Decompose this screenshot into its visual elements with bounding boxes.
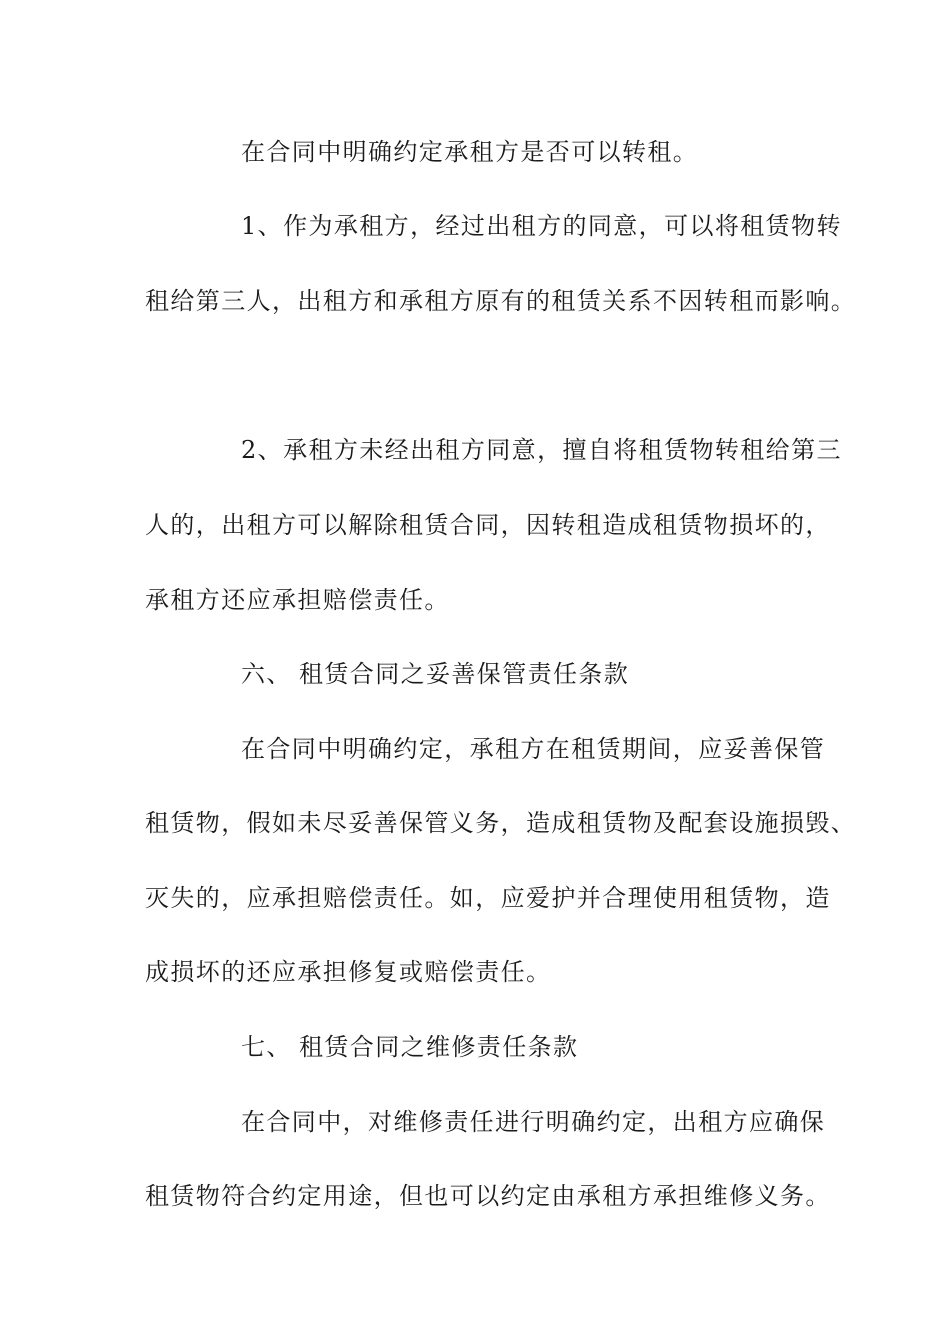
paragraph-sublease-2-line-1: 2、承租方未经出租方同意，擅自将租赁物转租给第三 [241,436,842,464]
section-title: 租赁合同之维修责任条款 [299,1033,579,1061]
section-heading-custody [241,658,921,690]
section-number: 六、 [241,660,292,688]
section-number: 七、 [241,1033,292,1061]
paragraph-custody-line-2: 租赁物，假如未尽妥善保管义务，造成租赁物及配套设施损毁、 [145,809,857,837]
paragraph-maintenance-line-2: 租赁物符合约定用途，但也可以约定由承租方承担维修义务。 [145,1182,831,1210]
paragraph-maintenance-line-1: 在合同中，对维修责任进行明确约定，出租方应确保 [241,1108,826,1136]
paragraph-sublease-2-line-3: 承租方还应承担赔偿责任。 [145,586,450,614]
section-heading-maintenance [241,1031,921,1063]
paragraph-custody-line-1: 在合同中明确约定，承租方在租赁期间，应妥善保管 [241,735,826,763]
paragraph-custody-line-3: 灭失的，应承担赔偿责任。如，应爱护并合理使用租赁物，造 [145,884,831,912]
paragraph-custody-line-4: 成损坏的还应承担修复或赔偿责任。 [145,958,552,986]
paragraph-sublease-1-line-2: 租给第三人，出租方和承租方原有的租赁关系不因转租而影响。 [145,287,857,315]
paragraph-sublease-intro: 在合同中明确约定承租方是否可以转租。 [241,138,699,166]
section-title: 租赁合同之妥善保管责任条款 [299,660,630,688]
paragraph-sublease-2-line-2: 人的，出租方可以解除租赁合同，因转租造成租赁物损坏的， [145,511,831,539]
paragraph-sublease-1-line-1: 1、作为承租方，经过出租方的同意，可以将租赁物转 [241,212,842,240]
